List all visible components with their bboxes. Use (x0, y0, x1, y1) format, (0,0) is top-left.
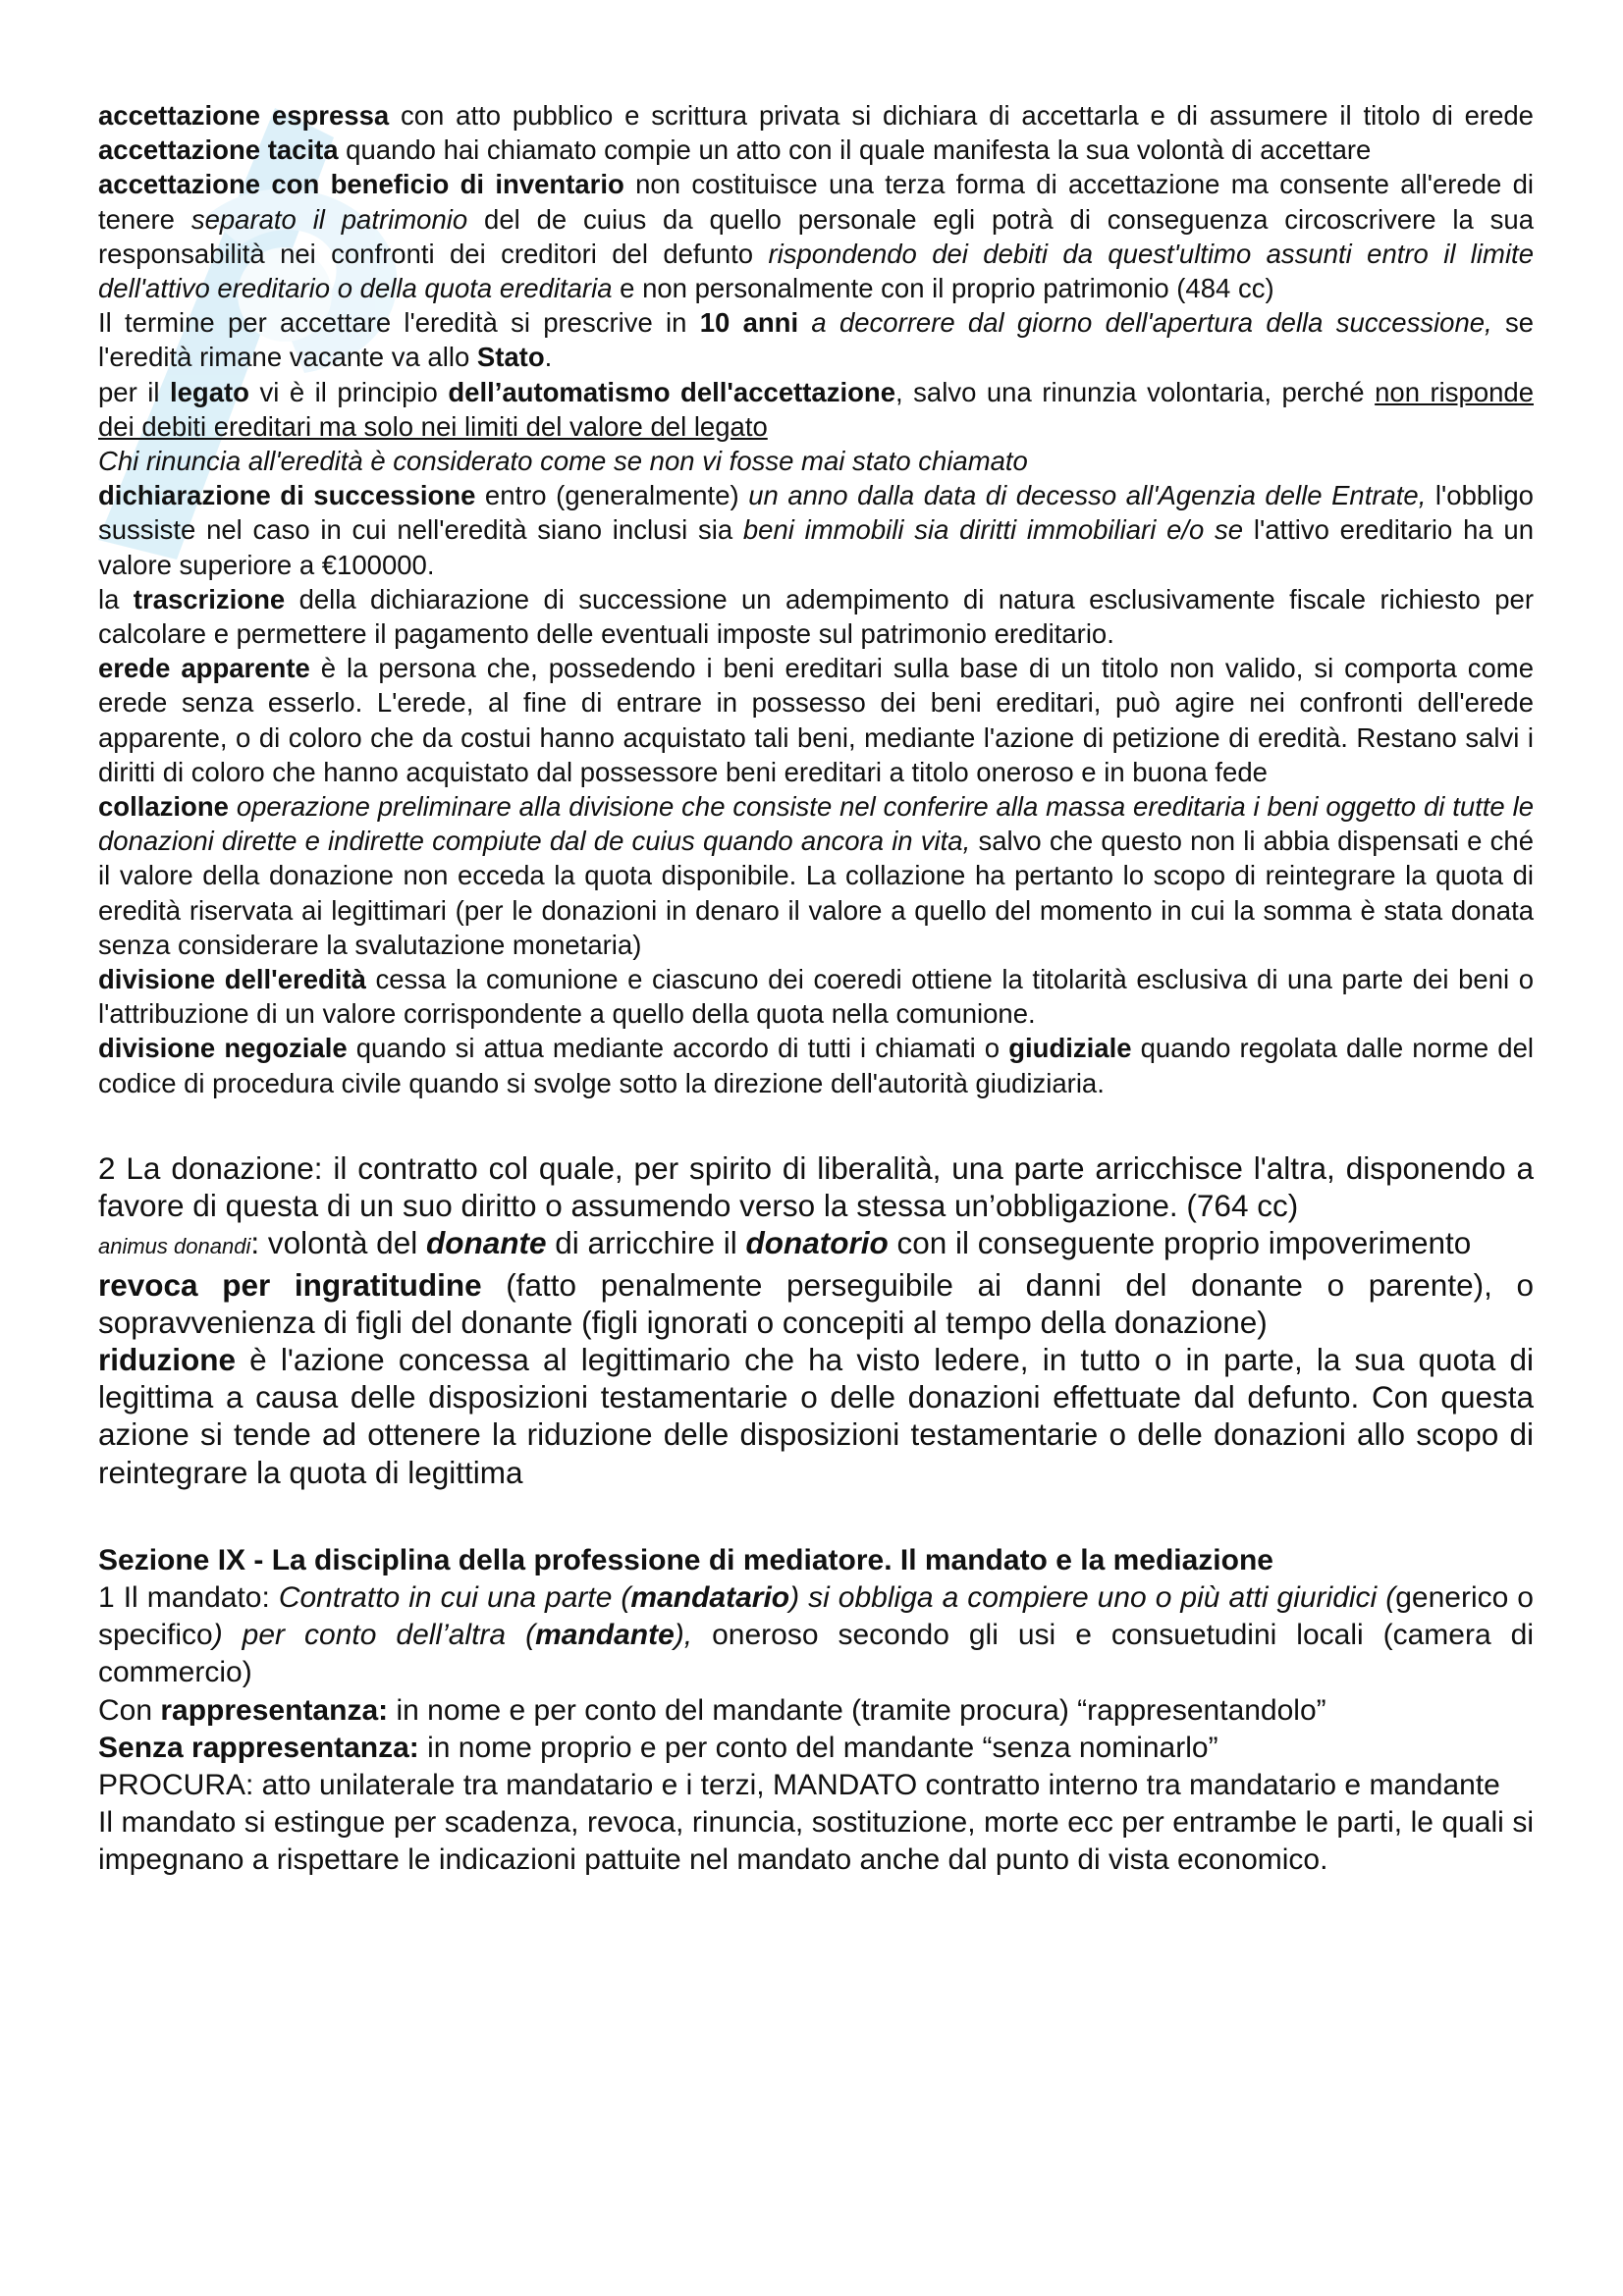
term: accettazione tacita (98, 134, 339, 166)
paragraph-rinuncia: Chi rinuncia all'eredità è considerato come se non vi fosse mai stato chiamato (98, 446, 1028, 477)
paragraph-legato: per il legato vi è il principio dell’automatismo dell'accettazione, salvo una rinunzia volontaria, perché non risponde dei debiti ereditari ma solo nei limiti del valore del legato (98, 376, 1534, 442)
term: erede apparente (98, 653, 310, 684)
term: giudiziale (1008, 1033, 1132, 1064)
section-heading: Sezione IX - La disciplina della professione di mediatore. Il mandato e la mediazione (98, 1543, 1273, 1576)
paragraph-donazione: 2 La donazione: il contratto col quale, per spirito di liberalità, una parte arricchisce l'altra, disponendo a favore di questa di un suo diritto o assumendo verso la stessa un’obbligazione. (764 cc) (98, 1149, 1534, 1224)
document-page (98, 98, 1534, 1880)
paragraph-collazione: collazione operazione preliminare alla divisione che consiste nel conferire alla massa ereditaria i beni oggetto di tutte le donazioni dirette e indirette compiute dal de cuius quando ancora in vita, salvo che questo non li abbia dispensati e ché il valore della donazione non ecceda la quota disponibile. La collazione ha pertanto lo scopo di reintegrare la quota di eredità riservata ai legittimari (per le donazioni in denaro il valore a quello del momento in cui la somma è stata donata senza considerare la svalutazione monetaria) (98, 791, 1534, 960)
paragraph-riduzione: riduzione è l'azione concessa al legittimario che ha visto ledere, in tutto o in parte, la sua quota di legittima a causa delle disposizioni testamentarie o delle donazioni effettuate dal defunto. Con questa azione si tende ad ottenere la riduzione delle disposizioni testamentarie o delle donazioni allo scopo di reintegrare la quota di legittima (98, 1341, 1534, 1490)
paragraph-animus-donandi: animus donandi: volontà del donante di arricchire il donatorio con il conseguente proprio impoverimento (98, 1225, 1472, 1261)
term: dichiarazione di successione (98, 480, 476, 511)
paragraph-revoca: revoca per ingratitudine (fatto penalmente perseguibile ai danni del donante o parente), o sopravvenienza di figli del donante (figli ignorati o concepiti al tempo della donazione) (98, 1266, 1534, 1340)
paragraph-con-rappresentanza: Con rappresentanza: in nome e per conto del mandante (tramite procura) “rappresentandolo” (98, 1693, 1326, 1727)
term: accettazione con beneficio di inventario (98, 169, 624, 200)
term: trascrizione (133, 583, 286, 614)
paragraph-termine: Il termine per accettare l'eredità si prescrive in 10 anni a decorrere dal giorno dell'apertura della successione, se l'eredità rimane vacante va allo Stato. (98, 307, 1535, 373)
paragraph-beneficio-inventario: accettazione con beneficio di inventario non costituisce una terza forma di accettazione ma consente all'erede di tenere separato il patrimonio del de cuius da quello personale egli potrà di conseguenza circoscrivere la sua responsabilità nei confronti dei creditori del defunto rispondendo dei debiti da quest'ultimo assunti entro il limite dell'attivo ereditario o della quota ereditaria e non personalmente con il proprio patrimonio (484 cc) (98, 169, 1535, 304)
paragraph-estinzione: Il mandato si estingue per scadenza, revoca, rinuncia, sostituzione, morte ecc per entrambe le parti, le quali si impegnano a rispettare le indicazioni pattuite nel mandato anche dal punto di vista economico. (98, 1806, 1534, 1877)
paragraph-accettazione: accettazione espressa con atto pubblico e scrittura privata si dichiara di accettarla e di assumere il titolo di erede accettazione tacita quando hai chiamato compie un atto con il quale manifesta la sua volontà di accettare (98, 100, 1534, 166)
term: riduzione (98, 1341, 236, 1377)
section-mediatore (98, 1542, 1534, 1880)
section-successione (98, 98, 1534, 1100)
term: divisione negoziale (98, 1033, 348, 1064)
term: revoca per ingratitudine (98, 1266, 482, 1303)
term: divisione dell'eredità (98, 964, 366, 995)
term: accettazione espressa (98, 100, 390, 131)
paragraph-mandato: 1 Il mandato: Contratto in cui una parte (mandatario) si obbliga a compiere uno o più atti giuridici (generico o specifico) per conto dell’altra (mandante), oneroso secondo gli usi e consuetudini locali (camera di commercio) (98, 1580, 1534, 1689)
paragraph-divisione-negoziale: divisione negoziale quando si attua mediante accordo di tutti i chiamati o giudiziale quando regolata dalle norme del codice di procedura civile quando si svolge sotto la direzione dell'autorità giudiziaria. (98, 1033, 1534, 1098)
section-donazione (98, 1149, 1534, 1491)
paragraph-dichiarazione-successione: dichiarazione di successione entro (generalmente) un anno dalla data di decesso all'Agenzia delle Entrate, l'obbligo sussiste nel caso in cui nell'eredità siano inclusi sia beni immobili sia diritti immobiliari e/o se l'attivo ereditario ha un valore superiore a €100000. (98, 480, 1534, 580)
paragraph-trascrizione: la trascrizione della dichiarazione di successione un adempimento di natura esclusivamente fiscale richiesto per calcolare e permettere il pagamento delle eventuali imposte sul patrimonio ereditario. (98, 583, 1534, 650)
paragraph-erede-apparente: erede apparente è la persona che, possedendo i beni ereditari sulla base di un titolo non valido, si comporta come erede senza esserlo. L'erede, al fine di entrare in possesso dei beni ereditari, può agire nei confronti dell'erede apparente, o di coloro che da costui hanno acquistato tali beni, mediante l'azione di petizione di eredità. Restano salvi i diritti di coloro che hanno acquistato dal possessore beni ereditari a titolo oneroso e in buona fede (98, 653, 1534, 787)
paragraph-divisione-eredita: divisione dell'eredità cessa la comunione e ciascuno dei coeredi ottiene la titolarità esclusiva di una parte dei beni o l'attribuzione di un valore corrispondente a quello della quota nella comunione. (98, 964, 1534, 1030)
paragraph-procura: PROCURA: atto unilaterale tra mandatario e i terzi, MANDATO contratto interno tra mandatario e mandante (98, 1768, 1500, 1801)
term: legato (170, 376, 249, 407)
term: collazione (98, 791, 229, 823)
paragraph-senza-rappresentanza: Senza rappresentanza: in nome proprio e per conto del mandante “senza nominarlo” (98, 1731, 1218, 1764)
